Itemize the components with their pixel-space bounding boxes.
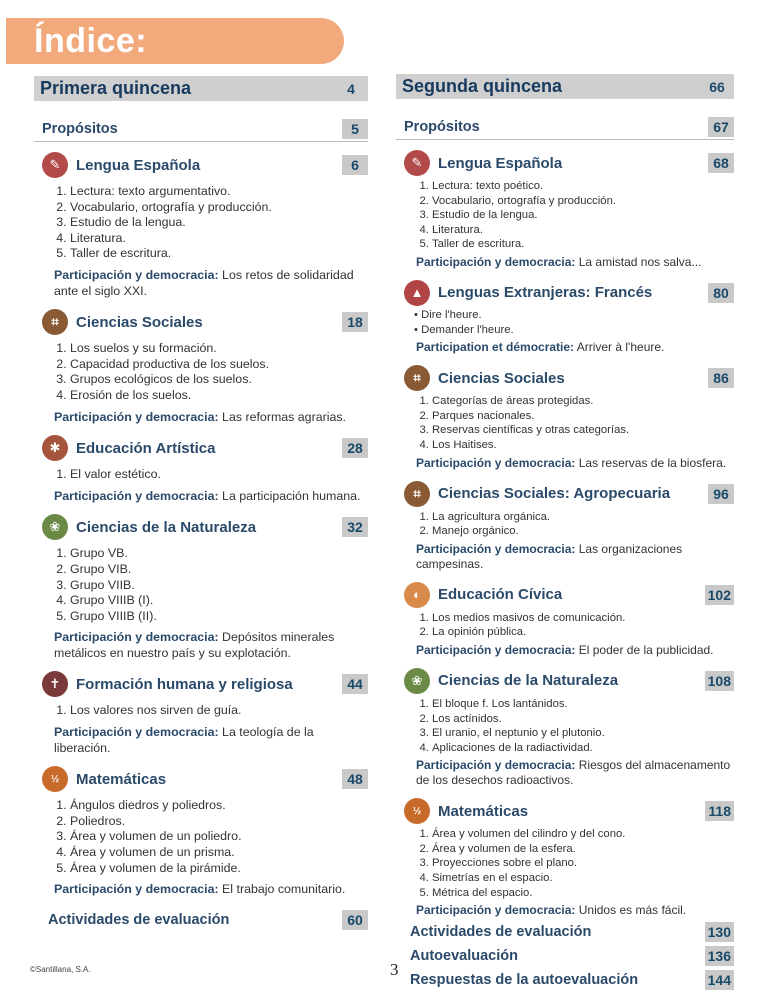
pd-label: Participación y democracia: (416, 254, 576, 269)
topic-list (42, 341, 368, 403)
page-number-badge: 102 (705, 585, 734, 605)
topic-item: 4. Los Haitises. (432, 438, 734, 453)
topic-list (404, 394, 734, 452)
participacion-democracia (404, 903, 734, 918)
page-number-badge: 68 (708, 153, 734, 173)
propositos-label: Propósitos (404, 119, 480, 135)
participacion-democracia (42, 630, 368, 661)
quincena-header (396, 74, 734, 99)
formacion-icon: ✝ (42, 671, 68, 697)
frances-icon: ▲ (404, 280, 430, 306)
topic-item: 1. Los medios masivos de comunicación. (432, 611, 734, 626)
pd-label: Participación y democracia: (416, 642, 576, 657)
subject-section (34, 152, 368, 299)
subject-title (404, 582, 562, 608)
subject-heading[interactable] (42, 435, 368, 461)
topic-list (42, 467, 368, 483)
subject-label: Ciencias Sociales (438, 369, 565, 387)
topic-list (404, 179, 734, 252)
subject-title (42, 766, 166, 792)
topic-item: 2. Área y volumen de la esfera. (432, 842, 734, 857)
extra-entry[interactable] (396, 970, 734, 990)
topic-item: 1. El valor estético. (70, 467, 368, 483)
page-number-badge: 144 (705, 970, 734, 990)
topic-item: 2. Capacidad productiva de los suelos. (70, 357, 368, 373)
subject-heading[interactable] (404, 668, 734, 694)
subject-title (404, 280, 652, 306)
page-number-badge: 136 (705, 946, 734, 966)
extra-entry[interactable] (34, 910, 368, 930)
subject-section (396, 150, 734, 270)
pd-label: Participación y democracia: (416, 541, 576, 556)
extra-entry[interactable] (396, 922, 734, 942)
participacion-democracia (404, 255, 734, 270)
subject-heading[interactable] (404, 582, 734, 608)
subject-title (42, 152, 200, 178)
subject-title (404, 150, 562, 176)
subject-section (34, 309, 368, 425)
page-number-badge: 6 (342, 155, 368, 175)
pd-text: La teología de la liberación. (54, 725, 314, 755)
topic-item: 4. Erosión de los suelos. (70, 388, 368, 404)
topic-item: 1. Lectura: texto argumentativo. (70, 184, 368, 200)
topic-item: 1. Los suelos y su formación. (70, 341, 368, 357)
topic-item: 2. Parques nacionales. (432, 409, 734, 424)
subject-section (396, 481, 734, 572)
page-number-badge: 4 (347, 80, 355, 97)
extra-label: Actividades de evaluación (48, 911, 230, 928)
extra-label: Respuestas de la autoevaluación (410, 972, 639, 989)
topic-item: 3. El uranio, el neptunio y el plutonio. (432, 726, 734, 741)
page-number-badge: 32 (342, 517, 368, 537)
topic-item: 2. Vocabulario, ortografía y producción. (70, 200, 368, 216)
subject-label: Ciencias Sociales (76, 313, 203, 331)
page-number-badge: 18 (342, 312, 368, 332)
topic-item: 1. Lectura: texto poético. (432, 179, 734, 194)
extra-entry[interactable] (396, 946, 734, 966)
participacion-democracia (404, 758, 734, 788)
topic-list (404, 827, 734, 900)
subject-section (34, 671, 368, 756)
topic-item: 4. Grupo VIIIB (I). (70, 593, 368, 609)
topic-list (42, 703, 368, 719)
pd-label: Participación y democracia: (416, 455, 576, 470)
pd-text: El poder de la publicidad. (578, 642, 714, 657)
participacion-democracia (404, 643, 734, 658)
topic-item: 4. Aplicaciones de la radiactividad. (432, 741, 734, 756)
pd-text: Las reformas agrarias. (222, 409, 347, 424)
participacion-democracia (42, 268, 368, 299)
subject-section (396, 365, 734, 470)
page-number-badge: 118 (705, 801, 734, 821)
pd-text: Depósitos minerales metálicos en nuestro país y su explotación. (54, 630, 335, 660)
subject-section (34, 514, 368, 661)
subject-title (404, 798, 528, 824)
page-title: Índice: (34, 22, 148, 60)
subject-heading[interactable] (404, 365, 734, 391)
extra-label: Actividades de evaluación (410, 924, 592, 941)
topic-item: 1. Área y volumen del cilindro y del cono. (432, 827, 734, 842)
subject-heading[interactable] (404, 481, 734, 507)
propositos-entry[interactable] (34, 119, 368, 142)
topic-item: • Demander l'heure. (414, 323, 734, 338)
page-number-badge: 44 (342, 674, 368, 694)
page-number-badge: 67 (708, 117, 734, 137)
topic-item: 3. Proyecciones sobre el plano. (432, 856, 734, 871)
subject-title (404, 365, 565, 391)
page-number-badge: 108 (705, 671, 734, 691)
subject-label: Educación Cívica (438, 586, 563, 604)
naturaleza-icon: ❀ (404, 668, 430, 694)
pd-label: Participación y democracia: (416, 758, 576, 773)
pd-label: Participación y democracia: (416, 903, 576, 918)
topic-item: 4. Literatura. (70, 231, 368, 247)
subject-title (404, 668, 618, 694)
pd-label: Participación y democracia: (54, 267, 219, 282)
sociales-icon: ⌗ (404, 365, 430, 391)
participacion-democracia (404, 542, 734, 572)
topic-item: 5. Métrica del espacio. (432, 886, 734, 901)
topic-item: 2. Poliedros. (70, 814, 368, 830)
pd-text: Los retos de solidaridad ante el siglo XXI. (54, 267, 354, 298)
subject-label: Lengua Española (438, 154, 563, 172)
page-number-badge: 60 (342, 910, 368, 930)
page-number-badge: 96 (708, 484, 734, 504)
agropecuaria-icon: ⌗ (404, 481, 430, 507)
subject-heading[interactable] (42, 152, 368, 178)
pd-label: Participation et démocratie: (416, 340, 575, 355)
subject-label: Ciencias Sociales: Agropecuaria (438, 485, 671, 503)
topic-list (42, 184, 368, 262)
lengua-icon: ✎ (42, 152, 68, 178)
pd-text: Riesgos del almacenamento de los desechos radioactivos. (416, 758, 731, 788)
subject-title (404, 481, 670, 507)
subject-heading[interactable] (42, 514, 368, 540)
subject-label: Formación humana y religiosa (76, 675, 293, 693)
subject-title (42, 671, 293, 697)
subject-heading[interactable] (404, 798, 734, 824)
participacion-democracia (404, 456, 734, 471)
topic-item: 1. La agricultura orgánica. (432, 510, 734, 525)
page-number-badge: 80 (708, 283, 734, 303)
matematicas-icon: ½ (42, 766, 68, 792)
civica-icon: ◐ (404, 582, 430, 608)
participacion-democracia (42, 489, 368, 505)
pd-text: Unidos es más fácil. (578, 903, 687, 918)
topic-item: 3. Área y volumen de un poliedro. (70, 829, 368, 845)
subject-label: Matemáticas (76, 770, 167, 788)
page-number: 3 (390, 960, 399, 979)
topic-item: • Dire l'heure. (414, 308, 734, 323)
subject-label: Lenguas Extranjeras: Francés (438, 284, 653, 302)
topic-item: 3. Grupo VIIB. (70, 578, 368, 594)
topic-item: 2. Grupo VIB. (70, 562, 368, 578)
topic-list (404, 611, 734, 640)
subject-heading[interactable] (42, 766, 368, 792)
pd-text: La amistad nos salva... (578, 254, 702, 269)
subject-title (42, 309, 203, 335)
quincena-header (34, 76, 368, 101)
participacion-democracia (404, 340, 734, 355)
topic-list (42, 798, 368, 876)
topic-item: 1. El bloque f. Los lantánidos. (432, 697, 734, 712)
extra-label: Autoevaluación (410, 948, 518, 965)
pd-text: Las organizaciones campesinas. (416, 541, 683, 571)
topic-item: 5. Grupo VIIIB (II). (70, 609, 368, 625)
naturaleza-icon: ❀ (42, 514, 68, 540)
subject-section (396, 280, 734, 355)
topic-item: 1. Los valores nos sirven de guía. (70, 703, 368, 719)
pd-label: Participación y democracia: (54, 409, 219, 424)
topic-item: 2. Manejo orgánico. (432, 524, 734, 539)
subject-title (42, 514, 256, 540)
quincena-title: Segunda quincena (402, 76, 563, 96)
page-number-badge: 48 (342, 769, 368, 789)
pd-label: Participación y democracia: (54, 630, 219, 645)
participacion-democracia (42, 410, 368, 426)
topic-item: 3. Estudio de la lengua. (432, 208, 734, 223)
topic-item: 1. Categorías de áreas protegidas. (432, 394, 734, 409)
subject-heading[interactable] (404, 280, 734, 306)
propositos-label: Propósitos (42, 121, 118, 137)
pd-text: Las reservas de la biosfera. (578, 455, 727, 470)
page-number-badge: 130 (705, 922, 734, 942)
subject-heading[interactable] (42, 309, 368, 335)
subject-label: Ciencias de la Naturaleza (438, 672, 619, 690)
subject-label: Lengua Española (76, 156, 201, 174)
topic-item: 5. Taller de escritura. (70, 246, 368, 262)
topic-item: 2. La opinión pública. (432, 625, 734, 640)
topic-list (42, 546, 368, 624)
pd-label: Participación y democracia: (54, 725, 219, 740)
topic-list (404, 308, 734, 337)
topic-item: 1. Grupo VB. (70, 546, 368, 562)
pd-label: Participación y democracia: (54, 882, 219, 897)
subject-heading[interactable] (42, 671, 368, 697)
pd-label: Participación y democracia: (54, 488, 219, 503)
page-number-badge: 28 (342, 438, 368, 458)
subject-section (34, 766, 368, 898)
subject-section (396, 582, 734, 658)
quincena-title: Primera quincena (40, 78, 192, 98)
topic-item: 4. Simetrías en el espacio. (432, 871, 734, 886)
right-column (396, 74, 734, 990)
subject-section (34, 435, 368, 504)
matematicas-icon: ½ (404, 798, 430, 824)
topic-list (404, 510, 734, 539)
topic-item: 5. Taller de escritura. (432, 237, 734, 252)
left-column (34, 76, 368, 930)
lengua-icon: ✎ (404, 150, 430, 176)
participacion-democracia (42, 725, 368, 756)
subject-section (396, 798, 734, 918)
page-number-badge: 66 (709, 78, 725, 95)
participacion-democracia (42, 882, 368, 898)
subject-label: Ciencias de la Naturaleza (76, 518, 257, 536)
propositos-entry[interactable] (396, 117, 734, 140)
topic-item: 2. Los actínidos. (432, 712, 734, 727)
topic-item: 3. Reservas científicas y otras categorías. (432, 423, 734, 438)
page-number-badge: 5 (342, 119, 368, 139)
topic-list (404, 697, 734, 755)
subject-label: Educación Artística (76, 439, 216, 457)
subject-heading[interactable] (404, 150, 734, 176)
topic-item: 4. Literatura. (432, 223, 734, 238)
subject-label: Matemáticas (438, 802, 529, 820)
copyright-footer: ©Santillana, S.A. (30, 965, 91, 974)
topic-item: 5. Área y volumen de la pirámide. (70, 861, 368, 877)
topic-item: 4. Área y volumen de un prisma. (70, 845, 368, 861)
pd-text: El trabajo comunitario. (222, 882, 346, 897)
pd-text: La participación humana. (222, 488, 361, 503)
topic-item: 2. Vocabulario, ortografía y producción. (432, 194, 734, 209)
subject-section (396, 668, 734, 788)
page-number-badge: 86 (708, 368, 734, 388)
sociales-icon: ⌗ (42, 309, 68, 335)
pd-text: Arriver à l'heure. (576, 340, 665, 355)
topic-item: 3. Grupos ecológicos de los suelos. (70, 372, 368, 388)
topic-item: 1. Ángulos diedros y poliedros. (70, 798, 368, 814)
artistica-icon: ✱ (42, 435, 68, 461)
topic-item: 3. Estudio de la lengua. (70, 215, 368, 231)
subject-title (42, 435, 215, 461)
